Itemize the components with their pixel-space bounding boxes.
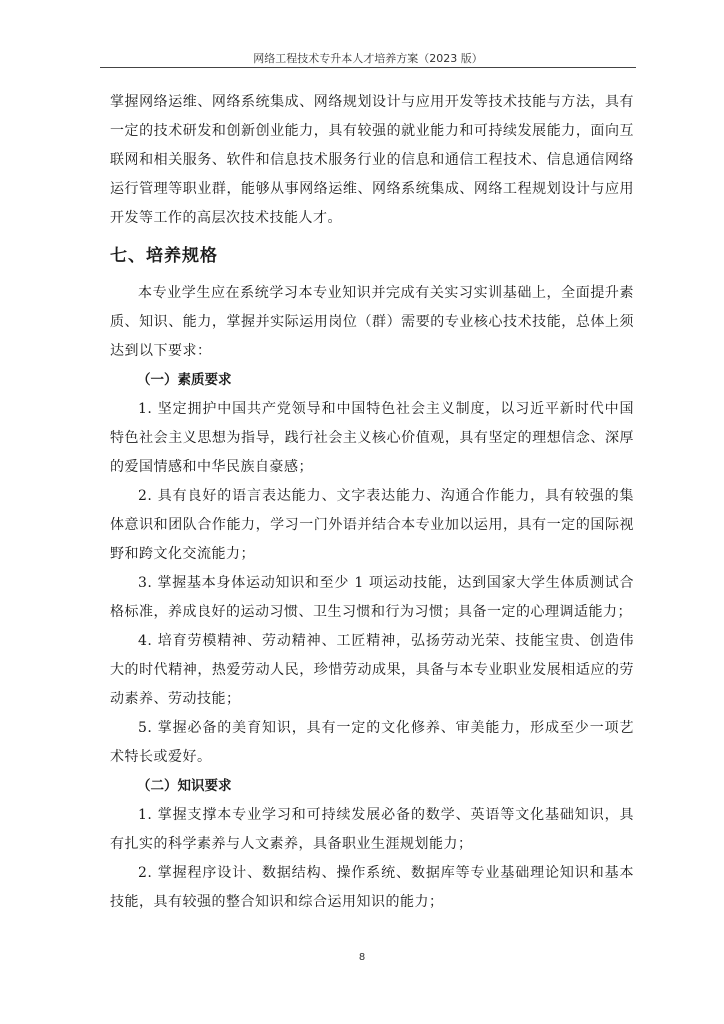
quality-item: 5. 掌握必备的美育知识，具有一定的文化修养、审美能力，形成至少一项艺术特长或爱好。 — [110, 720, 634, 765]
page-body — [110, 88, 634, 917]
quality-item: 1. 坚定拥护中国共产党领导和中国特色社会主义制度，以习近平新时代中国特色社会主义思想为指导，践行社会主义核心价值观，具有坚定的理想信念、深厚的爱国情感和中华民族自豪感； — [110, 401, 634, 475]
knowledge-item: 2. 掌握程序设计、数据结构、操作系统、数据库等专业基础理论知识和基本技能，具有较强的整合知识和综合运用知识的能力； — [110, 865, 634, 910]
section-title: 七、培养规格 — [110, 246, 218, 266]
intro-paragraph: 掌握网络运维、网络系统集成、网络规划设计与应用开发等技术技能与方法，具有一定的技术研发和创新创业能力，具有较强的就业能力和可持续发展能力，面向互联网和相关服务、软件和信息技术服务行业的信息和通信工程技术、信息通信网络运行管理等职业群，能够从事网络运维、网络系统集成、网络工程规划设计与应用开发等工作的高层次技术技能人才。 — [110, 94, 634, 226]
header-divider — [100, 67, 636, 68]
page-number: 8 — [358, 952, 366, 963]
section-lead-paragraph: 本专业学生应在系统学习本专业知识并完成有关实习实训基础上，全面提升素质、知识、能力，掌握并实际运用岗位（群）需要的专业核心技术技能，总体上须达到以下要求： — [110, 285, 634, 359]
knowledge-requirements-heading: （二）知识要求 — [137, 778, 232, 794]
knowledge-item: 1. 掌握支撑本专业学习和可持续发展必备的数学、英语等文化基础知识，具有扎实的科学素养与人文素养，具备职业生涯规划能力； — [110, 807, 634, 852]
quality-requirements-heading: （一）素质要求 — [137, 372, 232, 388]
running-header: 网络工程技术专升本人才培养方案（2023 版） — [253, 52, 483, 65]
quality-item: 4. 培育劳模精神、劳动精神、工匠精神，弘扬劳动光荣、技能宝贵、创造伟大的时代精神，热爱劳动人民，珍惜劳动成果，具备与本专业职业发展相适应的劳动素养、劳动技能； — [110, 633, 634, 707]
quality-item: 2. 具有良好的语言表达能力、文字表达能力、沟通合作能力，具有较强的集体意识和团队合作能力，学习一门外语并结合本专业加以运用，具有一定的国际视野和跨文化交流能力； — [110, 488, 634, 562]
quality-item: 3. 掌握基本身体运动知识和至少 1 项运动技能，达到国家大学生体质测试合格标准，养成良好的运动习惯、卫生习惯和行为习惯；具备一定的心理调适能力； — [110, 575, 634, 620]
